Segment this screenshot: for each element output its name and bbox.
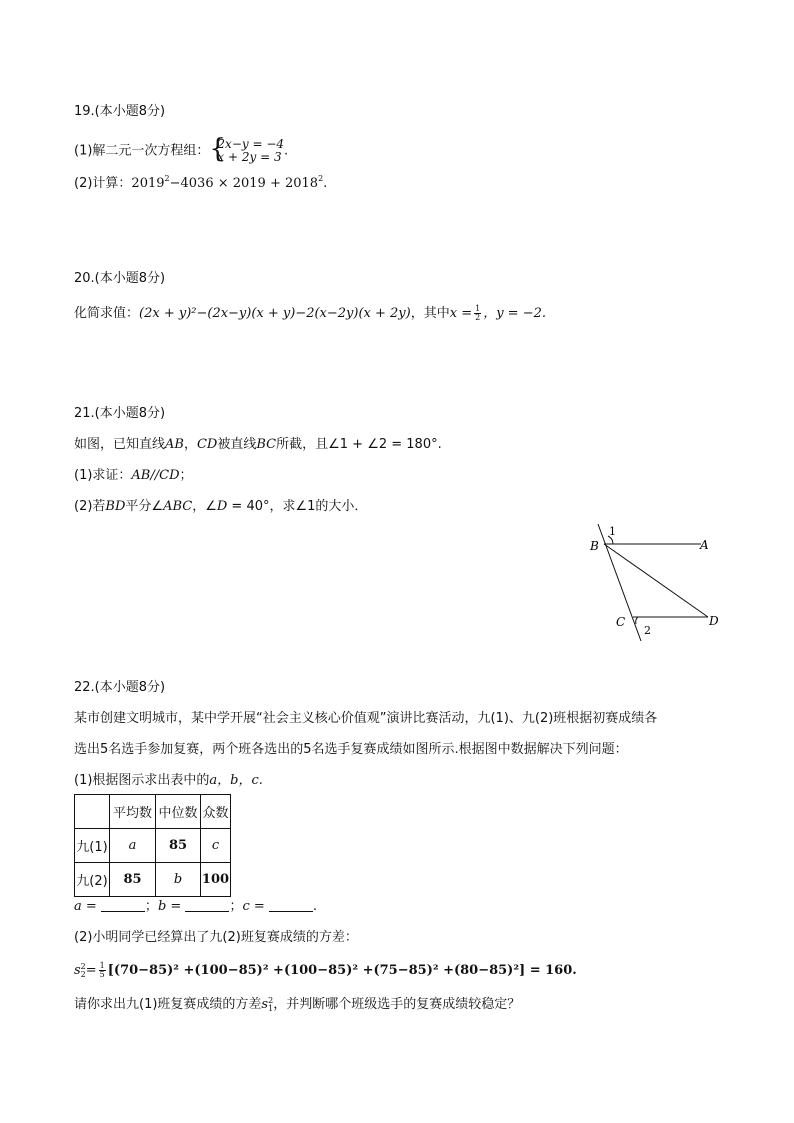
angle-2-arc: [636, 617, 638, 624]
label-angle-1: 1: [609, 525, 616, 538]
q22-l3-a: (1)根据图示求出表中的: [74, 773, 210, 788]
answer-a-blank[interactable]: [101, 899, 145, 912]
table-header-cell: [75, 795, 110, 829]
q22-variance: [74, 962, 577, 980]
q22-l3-vars: a，b，c: [209, 773, 259, 788]
q21-l3-abc: ABC: [163, 499, 193, 514]
scores-table: [74, 794, 231, 897]
q21-l2-b: ；: [179, 468, 193, 483]
q20-header: 20.(本小题8分): [74, 271, 166, 286]
answer-a-label: a =: [74, 899, 97, 914]
q20-body: [74, 305, 546, 323]
q21-l2-a: (1)求证：: [74, 468, 132, 483]
table-cell: 85: [110, 863, 156, 897]
variance-s: s: [74, 963, 81, 978]
q19-part2-prefix: (2)计算：: [74, 176, 132, 191]
q22-line2: 选出5名选手参加复赛，两个班各选出的5名选手复赛成绩如图所示.根据图中数据解决下列问题：: [74, 742, 628, 757]
equation-system: { 2x−y = −4 x + 2y = 3: [209, 134, 285, 164]
variance-sup: 2: [80, 961, 86, 971]
q21-l1-bc: BC: [256, 437, 277, 452]
variance-eq: =: [85, 963, 97, 978]
q19-part2: (2)计算：$2019^2-4036 \times 2019 + 2018^2$.: [74, 174, 328, 191]
q22-l7-b: ，并判断哪个班级选手的复赛成绩较稳定？: [273, 997, 521, 1012]
q22-header: 22.(本小题8分): [74, 680, 166, 695]
equation-2: x + 2y = 3: [217, 150, 282, 164]
geometry-figure: [580, 520, 730, 645]
q21-l3-c: ，∠: [192, 499, 217, 514]
q21-l3-a: (2)若: [74, 499, 106, 514]
q20-prefix: 化简求值：: [74, 306, 140, 321]
q22-line1: 某市创建文明城市，某中学开展“社会主义核心价值观”演讲比赛活动，九(1)、九(2)班根据初赛成绩各: [74, 711, 658, 726]
q21-l1-d: 所截，且∠1 + ∠2 = 180°.: [276, 437, 442, 452]
table-row: [75, 863, 231, 897]
q21-l1-b: ，: [183, 437, 197, 452]
equation-1: 2x−y = −4: [217, 137, 285, 151]
q19-part2-end: .: [323, 176, 328, 191]
q22-l7-a: 请你求出九(1)班复赛成绩的方差: [74, 997, 262, 1012]
q20-expression: (2x + y)²−(2x−y)(x + y)−2(x−2y)(x + 2y): [139, 306, 411, 321]
q19-part1-prefix: (1)解二元一次方程组：: [74, 143, 210, 159]
table-cell: 85: [156, 829, 201, 863]
table-cell: 九(2): [75, 863, 110, 897]
q19-expr-a: 2019: [131, 176, 165, 191]
variance-frac-den: 5: [99, 970, 105, 979]
table-header-row: [75, 795, 231, 829]
table-cell: b: [156, 863, 201, 897]
q22-l7-sub: 1: [268, 1003, 274, 1013]
label-b: B: [590, 539, 599, 553]
table-header-cell: 平均数: [110, 795, 156, 829]
answer-c-blank[interactable]: [269, 899, 313, 912]
q21-header: 21.(本小题8分): [74, 406, 166, 421]
q20-mid: ，其中: [410, 306, 450, 321]
q20-fraction: [474, 305, 481, 322]
table-cell: c: [201, 829, 231, 863]
variance-sub: 2: [80, 969, 86, 979]
q22-l7-s: s: [261, 997, 269, 1012]
answer-c-label: c =: [242, 899, 265, 914]
q21-l1-a: 如图，已知直线: [74, 437, 166, 452]
label-d: D: [709, 614, 719, 628]
q22-l7-sup: 2: [268, 995, 274, 1005]
table-header-cell: 中位数: [156, 795, 201, 829]
label-angle-2: 2: [644, 624, 651, 637]
q19-header: 19.(本小题8分): [74, 104, 166, 119]
q19-part1: [74, 134, 289, 164]
q21-line2: [74, 467, 193, 485]
label-c: C: [616, 615, 626, 629]
table-cell: a: [110, 829, 156, 863]
q22-line7: [74, 996, 520, 1014]
answer-end: .: [312, 899, 318, 914]
answer-sep-2: ；: [229, 899, 243, 914]
q21-l3-e: = 40°，求∠1的大小．: [227, 499, 368, 514]
table-cell: 100: [201, 863, 231, 897]
q20-x-lhs: x =: [449, 306, 473, 321]
q20-frac-num: 1: [475, 304, 481, 313]
variance-rhs: [(70−85)² +(100−85)² +(100−85)² +(75−85)² +(80−85)²] = 160.: [107, 963, 577, 978]
answer-b-label: b =: [157, 899, 182, 914]
q21-l1-c: 被直线: [217, 437, 257, 452]
q19-part1-end: .: [284, 143, 289, 159]
q21-l1-ab: AB: [165, 437, 184, 452]
q21-l2-m: AB//CD: [131, 468, 180, 483]
table-header-cell: 众数: [201, 795, 231, 829]
variance-frac-num: 1: [99, 961, 105, 970]
q21-line1: [74, 436, 442, 454]
answer-sep-1: ；: [144, 899, 158, 914]
q22-answers: [74, 898, 317, 916]
q20-y-part: ，y = −2.: [483, 306, 547, 321]
variance-fraction: [99, 962, 106, 979]
label-a: A: [700, 538, 709, 552]
table-cell: 九(1): [75, 829, 110, 863]
q21-l1-cd: CD: [196, 437, 218, 452]
q22-l3-b: .: [258, 773, 263, 788]
q21-line3: [74, 498, 367, 516]
q22-line3: [74, 772, 263, 790]
q21-l3-bd: BD: [105, 499, 126, 514]
q22-line5: (2)小明同学已经算出了九(2)班复赛成绩的方差：: [74, 930, 358, 945]
q20-frac-den: 2: [475, 313, 481, 322]
q19-expr-b: −4036 × 2019 + 2018: [169, 176, 319, 191]
answer-b-blank[interactable]: [185, 899, 229, 912]
line-bd: [604, 544, 708, 617]
table-row: [75, 829, 231, 863]
q21-l3-b: 平分∠: [125, 499, 164, 514]
q21-l3-d: D: [216, 499, 228, 514]
